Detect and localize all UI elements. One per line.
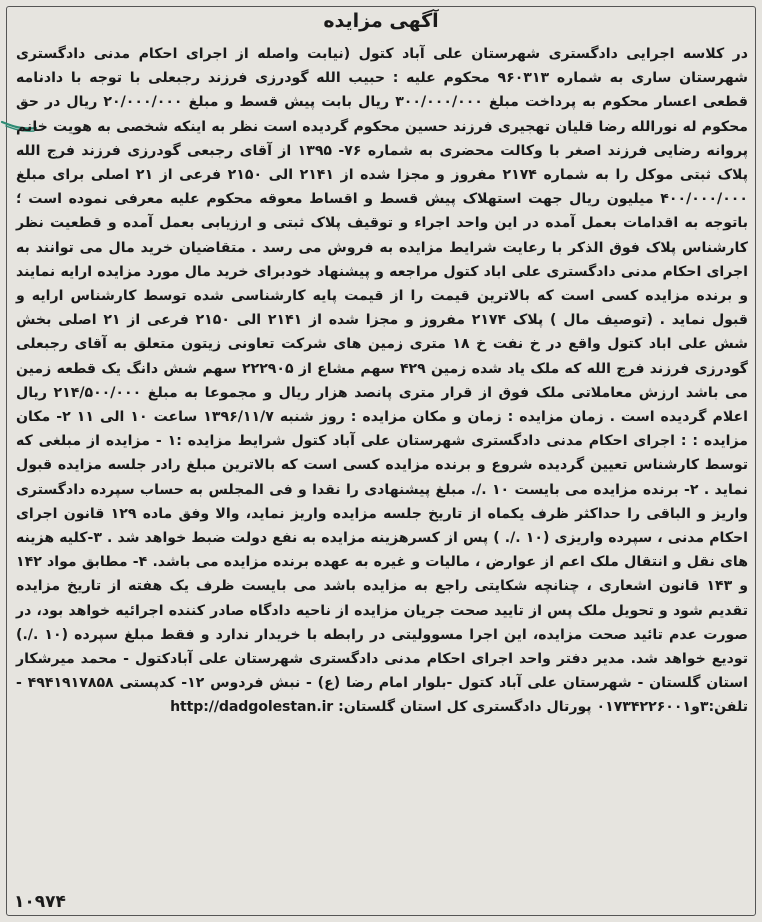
- ad-number: ۱۰۹۷۴: [14, 892, 66, 912]
- notice-body: [16, 42, 748, 720]
- notice-title: آگهی مزایده: [323, 10, 439, 32]
- notice-paragraph: در کلاسه اجرایی دادگستری شهرستان علی آباد کتول (نیابت واصله از اجرای احکام مدنی دادگستری شهرستان ساری به شماره ۹۶۰۳۱۳ محکوم علیه : حبیب الله گودرزی فرزند رجبعلی با توجه با دادنامه قطعی اعسار محکوم به پرداخت مبلغ ۳۰۰/۰۰۰/۰۰۰ ریال بابت پیش قسط و مبلغ ۲۰/۰۰۰/۰۰۰ ریال در حق محکوم له نورالله رضا قلیان تهجیری فرزند حسین محکوم گردیده است نظر به اینکه شخصی به هویت خانم پروانه رضایی فرزند اصغر با وکالت محضری به شماره ۷۶- ۱۳۹۵ از آقای رجبعی گودرزی فرزند فرج الله پلاک ثبتی موکل را به شماره ۲۱۷۴ مفروز و مجزا شده از ۲۱۴۱ الی ۲۱۵۰ فرعی از ۲۱ اصلی برای مبلغ ۴۰۰/۰۰۰/۰۰۰ میلیون ریال جهت استهلاک پیش قسط و اقساط معوقه محکوم علیه معرفی نموده است ؛ باتوجه به اقدامات بعمل آمده در این واحد اجراء و توقیف پلاک ثبتی و ارزیابی بعمل آمده و قطعیت نظر کارشناس پلاک فوق الذکر با رعایت شرایط مزایده به فروش می رسد . متقاضیان خرید مال می توانند به اجرای احکام مدنی دادگستری علی اباد کتول مراجعه و پیشنهاد خودبرای خرید مال مورد مزایده ارایه نمایند و برنده مزایده کسی است که بالاترین قیمت را از قیمت پایه کارشناسی شده توسط کارشناس ارایه و قبول نماید . (توصیف مال ) پلاک ۲۱۷۴ مفروز و مجزا شده از ۲۱۴۱ الی ۲۱۵۰ فرعی از ۲۱ اصلی بخش شش علی اباد کتول واقع در خ نفت خ ۱۸ متری زمین های شرکت تعاونی زیتون متعلق به آقای رجبعلی گودرزی فرزند فرج الله که ملک یاد شده زمین ۴۲۹ سهم مشاع از ۲۲۲۹۰۵ سهم شش دانگ یک قطعه زمین می باشد ارزش معاملاتی ملک فوق از قرار متری پانصد هزار ریال و مجموعا به مبلغ ۲۱۴/۵۰۰/۰۰۰ ریال اعلام گردیده است . زمان مزایده : زمان و مکان مزایده : روز شنبه ۱۳۹۶/۱۱/۷ ساعت ۱۰ الی ۱۱ ۲- مکان مزایده : : اجرای احکام مدنی دادگستری شهرستان علی آباد کتول شرایط مزایده :۱ - مزایده از مبلغی که توسط کارشناس تعیین گردیده شروع و برنده مزایده کسی است که بالاترین مبلغ رادر جلسه مزایده قبول نماید . ۲- برنده مزایده می بایست ۱۰ ./. مبلغ پیشنهادی را نقدا و فی المجلس به حساب سپرده دادگستری واریز و الباقی را حداکثر ظرف یکماه از تاریخ جلسه مزایده واریز نماید، والا وفق ماده ۱۲۹ قانون اجرای احکام مدنی ، سپرده واریزی (۱۰ ./. ) پس از کسرهزینه مزایده به نفع دولت ضبط خواهد شد . ۳-کلیه هزینه های نقل و انتقال ملک اعم از عوارض ، مالیات و غیره به عهده برنده مزایده می باشد. ۴- مطابق مواد ۱۴۲ و ۱۴۳ قانون اشعاری ، چنانچه شکایتی راجع به مزایده باشد می بایست ظرف یک هفته از تاریخ مزایده تقدیم شود و تحویل ملک پس از تایید صحت جریان مزایده از ناحیه دادگاه صادر کننده اجرائیه خواهد بود، در صورت عدم تائید صحت مزایده، این اجرا مسوولیتی در رابطه با خریدار ندارد و فقط مبلغ سپرده (۱۰ ./.) تودیع خواهد شد. مدیر دفتر واحد اجرای احکام مدنی دادگستری شهرستان علی آبادکتول - محمد میرشکار استان گلستان - شهرستان علی آباد کتول -بلوار امام رضا (ع) - نبش فردوس ۱۲- کدپستی ۴۹۴۱۹۱۷۸۵۸ - تلفن:۳و۰۱۷۳۴۲۲۶۰۰۱ پورتال دادگستری کل استان گلستان: http://dadgolestan.ir: [16, 46, 749, 716]
